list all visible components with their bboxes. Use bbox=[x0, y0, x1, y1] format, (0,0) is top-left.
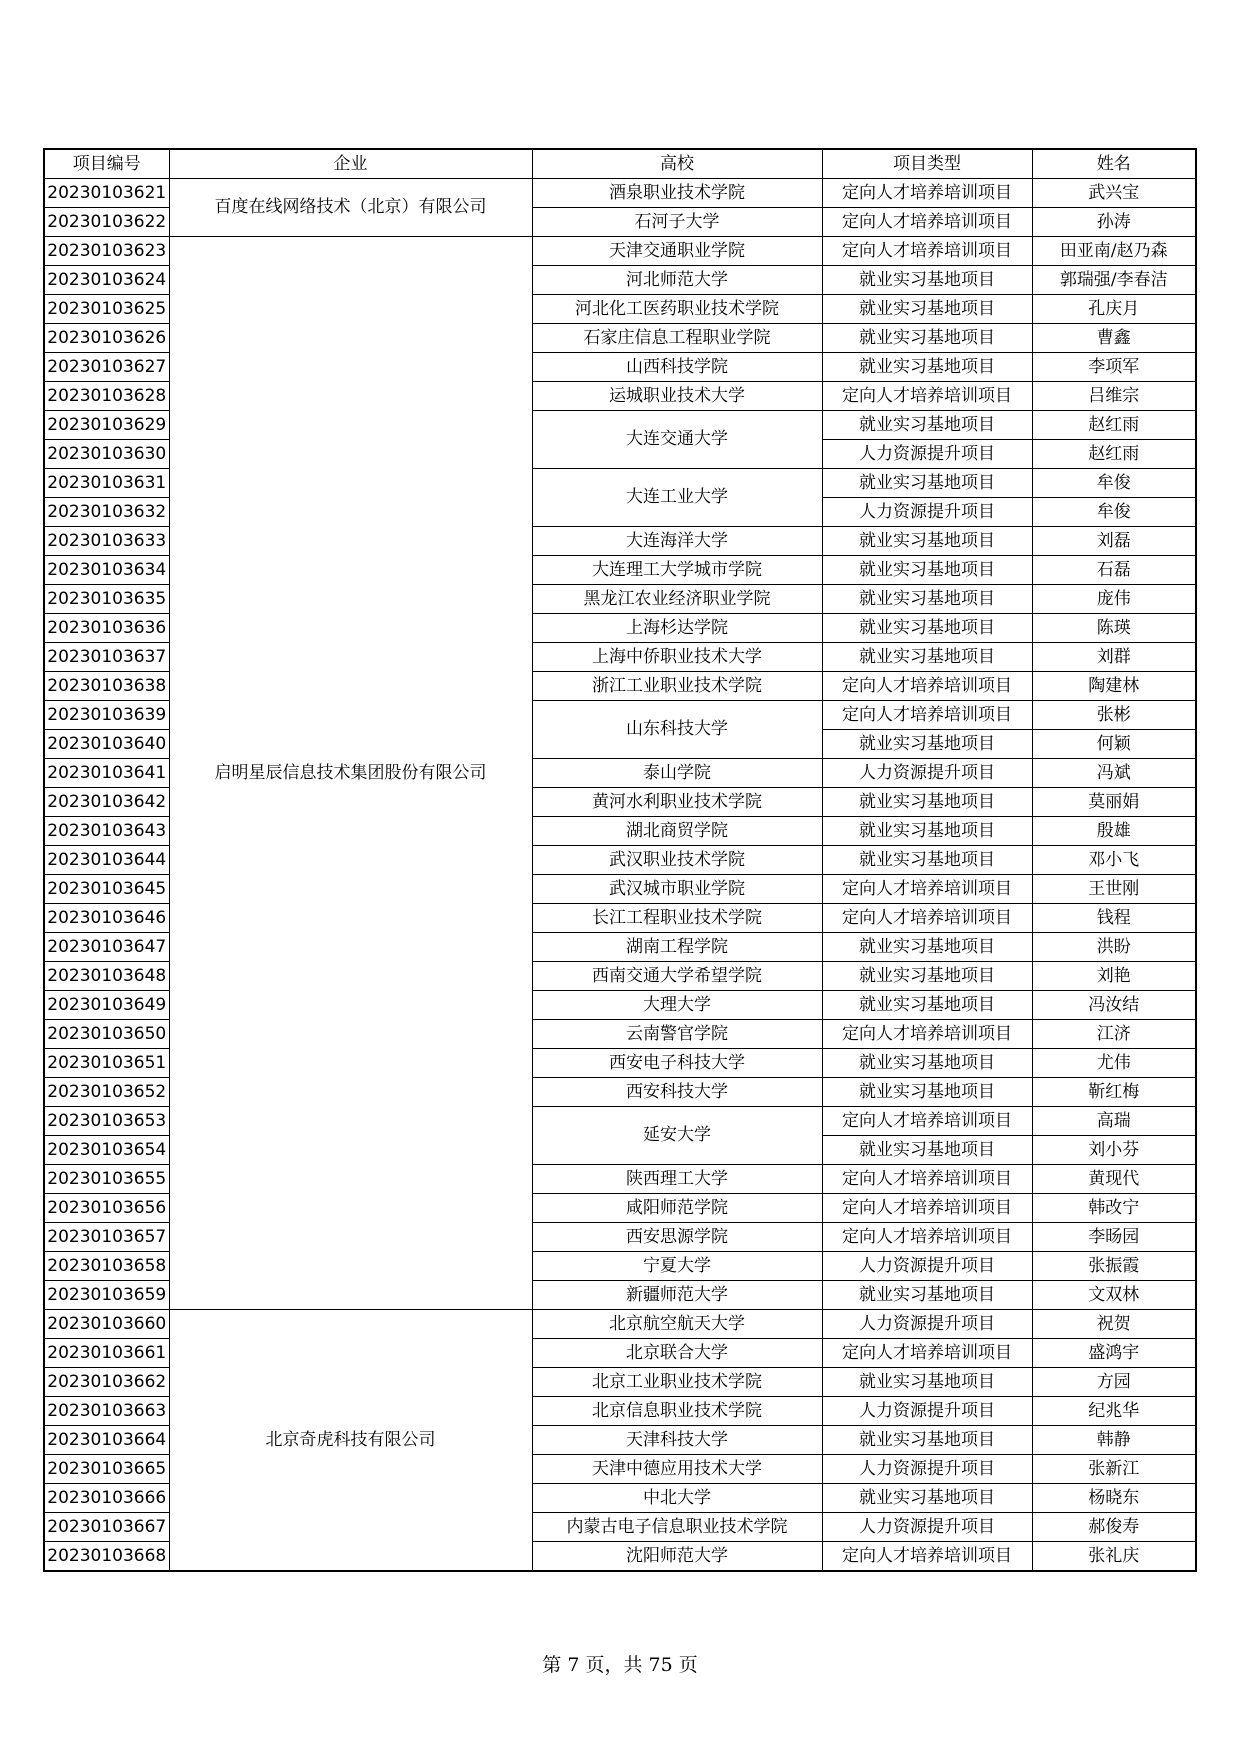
person-name: 郝俊寿 bbox=[1032, 1513, 1196, 1542]
person-name: 赵红雨 bbox=[1032, 440, 1196, 469]
university-name: 湖南工程学院 bbox=[532, 933, 822, 962]
project-id: 20230103650 bbox=[44, 1020, 169, 1049]
table-row bbox=[44, 179, 1196, 208]
project-id: 20230103623 bbox=[44, 237, 169, 266]
project-type: 定向人才培养培训项目 bbox=[822, 1223, 1032, 1252]
person-name: 吕维宗 bbox=[1032, 382, 1196, 411]
project-id: 20230103648 bbox=[44, 962, 169, 991]
person-name: 洪盼 bbox=[1032, 933, 1196, 962]
project-type: 人力资源提升项目 bbox=[822, 1455, 1032, 1484]
project-id: 20230103642 bbox=[44, 788, 169, 817]
person-name: 邓小飞 bbox=[1032, 846, 1196, 875]
project-type: 定向人才培养培训项目 bbox=[822, 1165, 1032, 1194]
person-name: 韩静 bbox=[1032, 1426, 1196, 1455]
project-id: 20230103649 bbox=[44, 991, 169, 1020]
project-id: 20230103661 bbox=[44, 1339, 169, 1368]
university-name: 天津科技大学 bbox=[532, 1426, 822, 1455]
project-type: 就业实习基地项目 bbox=[822, 817, 1032, 846]
project-id: 20230103655 bbox=[44, 1165, 169, 1194]
project-type: 人力资源提升项目 bbox=[822, 440, 1032, 469]
university-name: 沈阳师范大学 bbox=[532, 1542, 822, 1572]
project-id: 20230103637 bbox=[44, 643, 169, 672]
person-name: 张新江 bbox=[1032, 1455, 1196, 1484]
project-type: 人力资源提升项目 bbox=[822, 498, 1032, 527]
person-name: 方园 bbox=[1032, 1368, 1196, 1397]
project-id: 20230103627 bbox=[44, 353, 169, 382]
person-name: 靳红梅 bbox=[1032, 1078, 1196, 1107]
person-name: 刘群 bbox=[1032, 643, 1196, 672]
person-name: 冯斌 bbox=[1032, 759, 1196, 788]
project-id: 20230103635 bbox=[44, 585, 169, 614]
project-type: 就业实习基地项目 bbox=[822, 788, 1032, 817]
project-id: 20230103621 bbox=[44, 179, 169, 208]
person-name: 钱程 bbox=[1032, 904, 1196, 933]
project-type: 就业实习基地项目 bbox=[822, 1136, 1032, 1165]
project-id: 20230103665 bbox=[44, 1455, 169, 1484]
person-name: 纪兆华 bbox=[1032, 1397, 1196, 1426]
project-type: 就业实习基地项目 bbox=[822, 1426, 1032, 1455]
university-name: 武汉职业技术学院 bbox=[532, 846, 822, 875]
project-id: 20230103633 bbox=[44, 527, 169, 556]
header-row bbox=[44, 149, 1196, 179]
person-name: 石磊 bbox=[1032, 556, 1196, 585]
project-type: 定向人才培养培训项目 bbox=[822, 237, 1032, 266]
project-id: 20230103639 bbox=[44, 701, 169, 730]
header-id: 项目编号 bbox=[44, 149, 169, 179]
project-type: 就业实习基地项目 bbox=[822, 1368, 1032, 1397]
project-id: 20230103643 bbox=[44, 817, 169, 846]
project-type: 定向人才培养培训项目 bbox=[822, 875, 1032, 904]
project-type: 定向人才培养培训项目 bbox=[822, 672, 1032, 701]
university-name: 湖北商贸学院 bbox=[532, 817, 822, 846]
header-name: 姓名 bbox=[1032, 149, 1196, 179]
university-name: 西安思源学院 bbox=[532, 1223, 822, 1252]
project-id: 20230103624 bbox=[44, 266, 169, 295]
project-id: 20230103652 bbox=[44, 1078, 169, 1107]
project-id: 20230103634 bbox=[44, 556, 169, 585]
header-company: 企业 bbox=[169, 149, 532, 179]
university-name: 延安大学 bbox=[532, 1107, 822, 1165]
table-row bbox=[44, 1310, 1196, 1339]
project-type: 定向人才培养培训项目 bbox=[822, 1339, 1032, 1368]
project-id: 20230103656 bbox=[44, 1194, 169, 1223]
project-id: 20230103629 bbox=[44, 411, 169, 440]
project-type: 就业实习基地项目 bbox=[822, 962, 1032, 991]
university-name: 北京信息职业技术学院 bbox=[532, 1397, 822, 1426]
project-id: 20230103664 bbox=[44, 1426, 169, 1455]
person-name: 王世刚 bbox=[1032, 875, 1196, 904]
person-name: 冯汝结 bbox=[1032, 991, 1196, 1020]
person-name: 韩改宁 bbox=[1032, 1194, 1196, 1223]
company-name: 启明星辰信息技术集团股份有限公司 bbox=[169, 237, 532, 1310]
project-type: 就业实习基地项目 bbox=[822, 295, 1032, 324]
project-id: 20230103630 bbox=[44, 440, 169, 469]
project-id: 20230103658 bbox=[44, 1252, 169, 1281]
project-id: 20230103660 bbox=[44, 1310, 169, 1339]
project-type: 就业实习基地项目 bbox=[822, 730, 1032, 759]
project-id: 20230103657 bbox=[44, 1223, 169, 1252]
project-type: 定向人才培养培训项目 bbox=[822, 701, 1032, 730]
project-id: 20230103659 bbox=[44, 1281, 169, 1310]
person-name: 刘磊 bbox=[1032, 527, 1196, 556]
project-id: 20230103644 bbox=[44, 846, 169, 875]
header-university: 高校 bbox=[532, 149, 822, 179]
university-name: 天津中德应用技术大学 bbox=[532, 1455, 822, 1484]
university-name: 大连工业大学 bbox=[532, 469, 822, 527]
project-type: 人力资源提升项目 bbox=[822, 1513, 1032, 1542]
university-name: 北京工业职业技术学院 bbox=[532, 1368, 822, 1397]
person-name: 黄现代 bbox=[1032, 1165, 1196, 1194]
project-type: 就业实习基地项目 bbox=[822, 266, 1032, 295]
project-id: 20230103668 bbox=[44, 1542, 169, 1572]
person-name: 陶建林 bbox=[1032, 672, 1196, 701]
university-name: 新疆师范大学 bbox=[532, 1281, 822, 1310]
project-type: 就业实习基地项目 bbox=[822, 991, 1032, 1020]
project-id: 20230103625 bbox=[44, 295, 169, 324]
university-name: 山西科技学院 bbox=[532, 353, 822, 382]
university-name: 上海杉达学院 bbox=[532, 614, 822, 643]
person-name: 郭瑞强/李春洁 bbox=[1032, 266, 1196, 295]
university-name: 西安电子科技大学 bbox=[532, 1049, 822, 1078]
header-type: 项目类型 bbox=[822, 149, 1032, 179]
university-name: 长江工程职业技术学院 bbox=[532, 904, 822, 933]
university-name: 黑龙江农业经济职业学院 bbox=[532, 585, 822, 614]
project-id: 20230103640 bbox=[44, 730, 169, 759]
university-name: 云南警官学院 bbox=[532, 1020, 822, 1049]
project-type: 就业实习基地项目 bbox=[822, 527, 1032, 556]
university-name: 内蒙古电子信息职业技术学院 bbox=[532, 1513, 822, 1542]
project-id: 20230103632 bbox=[44, 498, 169, 527]
person-name: 李旸园 bbox=[1032, 1223, 1196, 1252]
page-footer: 第 7 页，共 75 页 bbox=[542, 1654, 698, 1676]
person-name: 盛鸿宇 bbox=[1032, 1339, 1196, 1368]
project-type: 人力资源提升项目 bbox=[822, 1310, 1032, 1339]
university-name: 上海中侨职业技术大学 bbox=[532, 643, 822, 672]
university-name: 大理大学 bbox=[532, 991, 822, 1020]
project-id: 20230103662 bbox=[44, 1368, 169, 1397]
person-name: 高瑞 bbox=[1032, 1107, 1196, 1136]
university-name: 大连交通大学 bbox=[532, 411, 822, 469]
person-name: 殷雄 bbox=[1032, 817, 1196, 846]
project-id: 20230103626 bbox=[44, 324, 169, 353]
university-name: 运城职业技术大学 bbox=[532, 382, 822, 411]
project-type: 就业实习基地项目 bbox=[822, 411, 1032, 440]
project-id: 20230103646 bbox=[44, 904, 169, 933]
person-name: 刘艳 bbox=[1032, 962, 1196, 991]
university-name: 西南交通大学希望学院 bbox=[532, 962, 822, 991]
project-type: 就业实习基地项目 bbox=[822, 846, 1032, 875]
project-id: 20230103667 bbox=[44, 1513, 169, 1542]
project-type: 就业实习基地项目 bbox=[822, 643, 1032, 672]
project-type: 就业实习基地项目 bbox=[822, 1049, 1032, 1078]
person-name: 陈瑛 bbox=[1032, 614, 1196, 643]
company-name: 北京奇虎科技有限公司 bbox=[169, 1310, 532, 1572]
project-type: 定向人才培养培训项目 bbox=[822, 179, 1032, 208]
person-name: 张礼庆 bbox=[1032, 1542, 1196, 1572]
project-type: 人力资源提升项目 bbox=[822, 759, 1032, 788]
project-type: 就业实习基地项目 bbox=[822, 1078, 1032, 1107]
project-type: 就业实习基地项目 bbox=[822, 324, 1032, 353]
project-id: 20230103645 bbox=[44, 875, 169, 904]
person-name: 李项军 bbox=[1032, 353, 1196, 382]
person-name: 牟俊 bbox=[1032, 469, 1196, 498]
person-name: 何颖 bbox=[1032, 730, 1196, 759]
company-name: 百度在线网络技术（北京）有限公司 bbox=[169, 179, 532, 237]
person-name: 尤伟 bbox=[1032, 1049, 1196, 1078]
person-name: 赵红雨 bbox=[1032, 411, 1196, 440]
table-row bbox=[44, 237, 1196, 266]
project-type: 就业实习基地项目 bbox=[822, 469, 1032, 498]
person-name: 莫丽娟 bbox=[1032, 788, 1196, 817]
university-name: 宁夏大学 bbox=[532, 1252, 822, 1281]
project-type: 就业实习基地项目 bbox=[822, 614, 1032, 643]
university-name: 山东科技大学 bbox=[532, 701, 822, 759]
project-id: 20230103654 bbox=[44, 1136, 169, 1165]
university-name: 石河子大学 bbox=[532, 208, 822, 237]
university-name: 酒泉职业技术学院 bbox=[532, 179, 822, 208]
university-name: 河北化工医药职业技术学院 bbox=[532, 295, 822, 324]
person-name: 武兴宝 bbox=[1032, 179, 1196, 208]
person-name: 孙涛 bbox=[1032, 208, 1196, 237]
person-name: 江济 bbox=[1032, 1020, 1196, 1049]
university-name: 天津交通职业学院 bbox=[532, 237, 822, 266]
university-name: 泰山学院 bbox=[532, 759, 822, 788]
university-name: 中北大学 bbox=[532, 1484, 822, 1513]
person-name: 祝贺 bbox=[1032, 1310, 1196, 1339]
person-name: 刘小芬 bbox=[1032, 1136, 1196, 1165]
project-id: 20230103651 bbox=[44, 1049, 169, 1078]
university-name: 大连理工大学城市学院 bbox=[532, 556, 822, 585]
project-id: 20230103663 bbox=[44, 1397, 169, 1426]
project-type: 人力资源提升项目 bbox=[822, 1252, 1032, 1281]
project-id: 20230103628 bbox=[44, 382, 169, 411]
project-type: 人力资源提升项目 bbox=[822, 1397, 1032, 1426]
person-name: 牟俊 bbox=[1032, 498, 1196, 527]
project-table bbox=[43, 148, 1197, 1572]
university-name: 浙江工业职业技术学院 bbox=[532, 672, 822, 701]
project-id: 20230103647 bbox=[44, 933, 169, 962]
project-type: 就业实习基地项目 bbox=[822, 1281, 1032, 1310]
project-id: 20230103631 bbox=[44, 469, 169, 498]
university-name: 武汉城市职业学院 bbox=[532, 875, 822, 904]
project-type: 就业实习基地项目 bbox=[822, 556, 1032, 585]
university-name: 大连海洋大学 bbox=[532, 527, 822, 556]
project-type: 定向人才培养培训项目 bbox=[822, 208, 1032, 237]
project-id: 20230103653 bbox=[44, 1107, 169, 1136]
university-name: 咸阳师范学院 bbox=[532, 1194, 822, 1223]
university-name: 黄河水利职业技术学院 bbox=[532, 788, 822, 817]
project-type: 定向人才培养培训项目 bbox=[822, 904, 1032, 933]
university-name: 北京航空航天大学 bbox=[532, 1310, 822, 1339]
person-name: 杨晓东 bbox=[1032, 1484, 1196, 1513]
person-name: 孔庆月 bbox=[1032, 295, 1196, 324]
project-id: 20230103666 bbox=[44, 1484, 169, 1513]
project-id: 20230103641 bbox=[44, 759, 169, 788]
person-name: 曹鑫 bbox=[1032, 324, 1196, 353]
project-id: 20230103636 bbox=[44, 614, 169, 643]
university-name: 西安科技大学 bbox=[532, 1078, 822, 1107]
project-type: 定向人才培养培训项目 bbox=[822, 1020, 1032, 1049]
project-type: 定向人才培养培训项目 bbox=[822, 1542, 1032, 1572]
project-id: 20230103622 bbox=[44, 208, 169, 237]
person-name: 文双林 bbox=[1032, 1281, 1196, 1310]
person-name: 张振霞 bbox=[1032, 1252, 1196, 1281]
project-type: 就业实习基地项目 bbox=[822, 1484, 1032, 1513]
university-name: 河北师范大学 bbox=[532, 266, 822, 295]
project-type: 定向人才培养培训项目 bbox=[822, 382, 1032, 411]
project-type: 就业实习基地项目 bbox=[822, 353, 1032, 382]
project-type: 就业实习基地项目 bbox=[822, 585, 1032, 614]
person-name: 庞伟 bbox=[1032, 585, 1196, 614]
university-name: 陕西理工大学 bbox=[532, 1165, 822, 1194]
person-name: 张彬 bbox=[1032, 701, 1196, 730]
person-name: 田亚南/赵乃森 bbox=[1032, 237, 1196, 266]
project-id: 20230103638 bbox=[44, 672, 169, 701]
project-type: 定向人才培养培训项目 bbox=[822, 1194, 1032, 1223]
university-name: 北京联合大学 bbox=[532, 1339, 822, 1368]
project-type: 就业实习基地项目 bbox=[822, 933, 1032, 962]
project-type: 定向人才培养培训项目 bbox=[822, 1107, 1032, 1136]
university-name: 石家庄信息工程职业学院 bbox=[532, 324, 822, 353]
